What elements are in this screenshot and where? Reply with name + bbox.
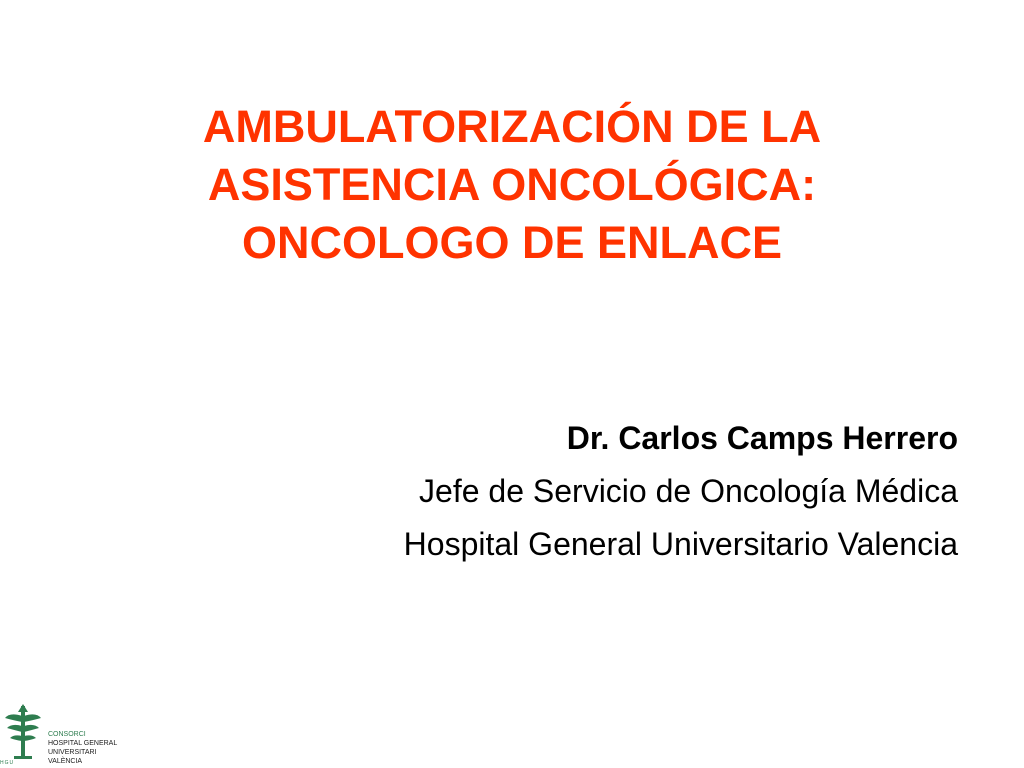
logo-text: [48, 730, 117, 766]
author-position: Jefe de Servicio de Oncología Médica: [419, 473, 958, 509]
logo-line-3: UNIVERSITARI: [48, 749, 97, 756]
author-institution: Hospital General Universitario Valencia: [403, 526, 958, 562]
logo-line-4: VALÈNCIA: [48, 758, 83, 765]
title-line-1: AMBULATORIZACIÓN DE LA: [202, 101, 822, 152]
hospital-logo: [0, 700, 140, 768]
slide-title: [62, 98, 962, 272]
logo-line-1: CONSORCI: [48, 731, 86, 738]
title-line-2: ASISTENCIA ONCOLÓGICA:: [207, 159, 817, 210]
author-name: Dr. Carlos Camps Herrero: [566, 420, 958, 456]
author-block: [404, 412, 958, 571]
hospital-emblem-icon: [0, 700, 46, 762]
logo-initials: HGU: [0, 760, 15, 766]
logo-line-2: HOSPITAL GENERAL: [48, 740, 118, 747]
title-line-3: ONCOLOGO DE ENLACE: [241, 217, 783, 268]
